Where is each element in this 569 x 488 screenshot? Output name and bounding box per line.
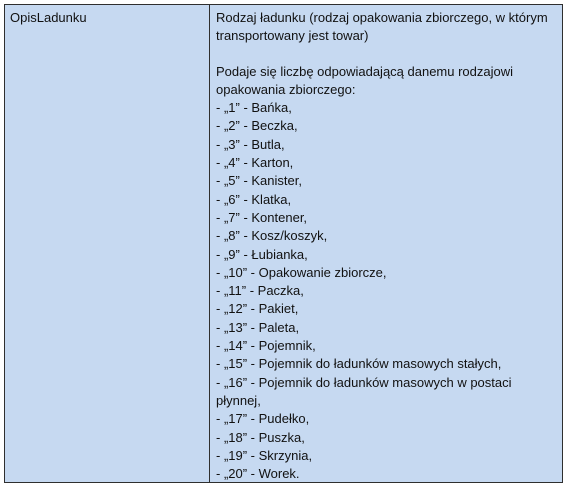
code-item: - „12” - Pakiet, [216,301,299,317]
code-item: - „5” - Kanister, [216,173,302,189]
description-intro: Rodzaj ładunku (rodzaj opakowania zbiorczego, w którym transportowany jest towar) [216,10,548,44]
paragraph-gap [216,46,556,63]
code-item: - „17” - Pudełko, [216,411,310,427]
code-item: - „15” - Pojemnik do ładunków masowych stałych, [216,356,502,372]
code-item: - „11” - Paczka, [216,283,304,299]
code-item: - „3” - Butla, [216,136,285,152]
code-list [216,99,556,483]
description-lead: Podaje się liczbę odpowiadającą danemu rodzajowi opakowania zbiorczego: [216,63,514,97]
code-item: - „2” - Beczka, [216,118,298,134]
code-item: - „14” - Pojemnik, [216,338,316,354]
code-item: - „8” - Kosz/koszyk, [216,228,328,244]
code-item: - „6” - Klatka, [216,191,292,207]
field-name: OpisLadunku [10,10,87,25]
definition-table [4,4,563,483]
code-item: - „7” - Kontener, [216,209,308,225]
code-item: - „20” - Worek. [216,466,300,482]
code-item: - „9” - Łubianka, [216,246,308,262]
field-name-cell [5,5,210,482]
code-item: - „18” - Puszka, [216,429,305,445]
code-item: - „19” - Skrzynia, [216,447,313,463]
code-item: - „16” - Pojemnik do ładunków masowych w postaci płynnej, [216,374,512,408]
code-item: - „4” - Karton, [216,155,294,171]
code-item: - „10” - Opakowanie zbiorcze, [216,264,387,280]
code-item: - „13” - Paleta, [216,319,300,335]
field-description-cell [210,5,562,482]
code-item: - „1” - Bańka, [216,100,292,116]
